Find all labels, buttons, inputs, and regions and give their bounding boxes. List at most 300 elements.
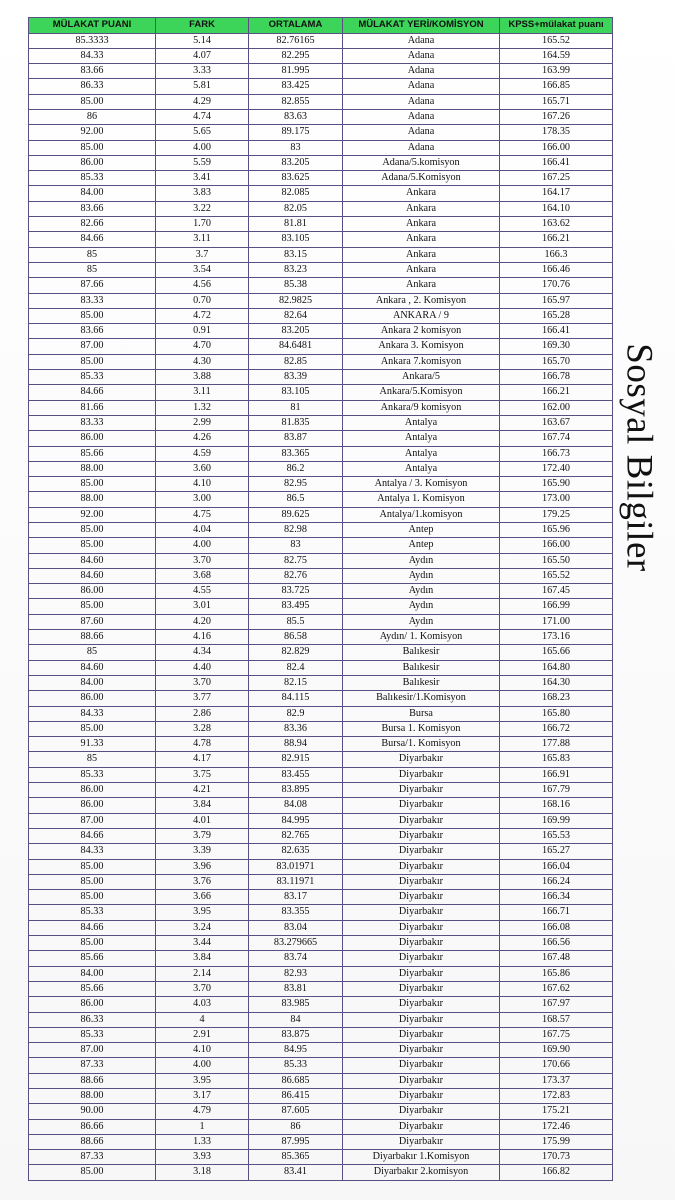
cell-fark: 3.17 — [156, 1088, 249, 1103]
cell-ortalama: 83.23 — [249, 262, 343, 277]
cell-kpss-mulakat-puani: 166.78 — [500, 370, 613, 385]
table-row — [29, 247, 613, 262]
cell-mulakat-puani: 85 — [29, 752, 156, 767]
cell-mulakat-yeri: Diyarbakır — [343, 997, 500, 1012]
cell-mulakat-yeri: Diyarbakır — [343, 752, 500, 767]
cell-kpss-mulakat-puani: 166.41 — [500, 155, 613, 170]
cell-fark: 4.21 — [156, 783, 249, 798]
cell-mulakat-puani: 85 — [29, 247, 156, 262]
cell-fark: 4.70 — [156, 339, 249, 354]
cell-ortalama: 82.829 — [249, 645, 343, 660]
cell-mulakat-yeri: Diyarbakır — [343, 920, 500, 935]
cell-mulakat-yeri: ANKARA / 9 — [343, 308, 500, 323]
cell-ortalama: 83.365 — [249, 446, 343, 461]
cell-mulakat-puani: 92.00 — [29, 125, 156, 140]
table-row — [29, 1027, 613, 1042]
cell-ortalama: 86.58 — [249, 630, 343, 645]
table-row — [29, 798, 613, 813]
cell-ortalama: 85.365 — [249, 1150, 343, 1165]
cell-kpss-mulakat-puani: 166.00 — [500, 140, 613, 155]
cell-fark: 3.66 — [156, 890, 249, 905]
cell-fark: 1.32 — [156, 400, 249, 415]
cell-mulakat-yeri: Ankara — [343, 201, 500, 216]
cell-fark: 4.10 — [156, 1043, 249, 1058]
cell-mulakat-puani: 87.00 — [29, 813, 156, 828]
cell-fark: 5.59 — [156, 155, 249, 170]
cell-ortalama: 83 — [249, 538, 343, 553]
cell-mulakat-puani: 86 — [29, 109, 156, 124]
cell-kpss-mulakat-puani: 165.66 — [500, 645, 613, 660]
cell-ortalama: 83.81 — [249, 981, 343, 996]
cell-kpss-mulakat-puani: 165.53 — [500, 828, 613, 843]
cell-mulakat-puani: 88.66 — [29, 1134, 156, 1149]
header-mulakat-puani: MÜLAKAT PUANI — [29, 18, 156, 34]
cell-fark: 3.01 — [156, 599, 249, 614]
cell-mulakat-puani: 87.00 — [29, 1043, 156, 1058]
table-row — [29, 767, 613, 782]
cell-mulakat-yeri: Diyarbakır — [343, 1134, 500, 1149]
table-row — [29, 936, 613, 951]
table-row — [29, 828, 613, 843]
cell-mulakat-yeri: Diyarbakır — [343, 1058, 500, 1073]
cell-kpss-mulakat-puani: 170.66 — [500, 1058, 613, 1073]
cell-ortalama: 82.85 — [249, 354, 343, 369]
cell-kpss-mulakat-puani: 166.56 — [500, 936, 613, 951]
cell-mulakat-puani: 83.33 — [29, 415, 156, 430]
cell-ortalama: 83.74 — [249, 951, 343, 966]
table-row — [29, 64, 613, 79]
cell-mulakat-yeri: Diyarbakır — [343, 828, 500, 843]
table-row — [29, 1058, 613, 1073]
table-row — [29, 446, 613, 461]
cell-mulakat-puani: 85.00 — [29, 859, 156, 874]
cell-mulakat-puani: 85.00 — [29, 477, 156, 492]
table-row — [29, 599, 613, 614]
cell-mulakat-yeri: Diyarbakır — [343, 1012, 500, 1027]
table-row — [29, 94, 613, 109]
cell-kpss-mulakat-puani: 163.67 — [500, 415, 613, 430]
cell-kpss-mulakat-puani: 166.99 — [500, 599, 613, 614]
cell-mulakat-yeri: Diyarbakır — [343, 874, 500, 889]
cell-kpss-mulakat-puani: 166.04 — [500, 859, 613, 874]
cell-mulakat-puani: 84.66 — [29, 232, 156, 247]
cell-kpss-mulakat-puani: 166.71 — [500, 905, 613, 920]
cell-ortalama: 85.5 — [249, 614, 343, 629]
cell-ortalama: 86.415 — [249, 1088, 343, 1103]
cell-mulakat-puani: 86.33 — [29, 1012, 156, 1027]
cell-mulakat-puani: 84.60 — [29, 553, 156, 568]
table-body — [29, 33, 613, 1180]
cell-fark: 3.95 — [156, 1073, 249, 1088]
table-row — [29, 997, 613, 1012]
cell-mulakat-puani: 86.00 — [29, 584, 156, 599]
cell-ortalama: 83.895 — [249, 783, 343, 798]
cell-mulakat-puani: 83.33 — [29, 293, 156, 308]
table-row — [29, 523, 613, 538]
cell-mulakat-yeri: Aydın — [343, 568, 500, 583]
cell-mulakat-yeri: Adana — [343, 140, 500, 155]
cell-fark: 0.70 — [156, 293, 249, 308]
cell-kpss-mulakat-puani: 163.99 — [500, 64, 613, 79]
cell-ortalama: 83.36 — [249, 721, 343, 736]
cell-fark: 4.00 — [156, 538, 249, 553]
cell-mulakat-puani: 85.00 — [29, 936, 156, 951]
cell-fark: 3.54 — [156, 262, 249, 277]
cell-mulakat-puani: 83.66 — [29, 201, 156, 216]
table-row — [29, 660, 613, 675]
table-row — [29, 706, 613, 721]
cell-ortalama: 83.87 — [249, 431, 343, 446]
cell-mulakat-yeri: Diyarbakır — [343, 813, 500, 828]
cell-ortalama: 86.685 — [249, 1073, 343, 1088]
cell-mulakat-yeri: Antalya/1.komisyon — [343, 507, 500, 522]
cell-mulakat-puani: 85.66 — [29, 446, 156, 461]
cell-kpss-mulakat-puani: 166.08 — [500, 920, 613, 935]
cell-fark: 4.59 — [156, 446, 249, 461]
cell-mulakat-yeri: Balıkesir — [343, 660, 500, 675]
cell-ortalama: 84 — [249, 1012, 343, 1027]
cell-mulakat-puani: 85.33 — [29, 370, 156, 385]
cell-kpss-mulakat-puani: 165.90 — [500, 477, 613, 492]
cell-ortalama: 84.115 — [249, 691, 343, 706]
cell-mulakat-puani: 85.00 — [29, 94, 156, 109]
cell-mulakat-yeri: Adana — [343, 94, 500, 109]
cell-kpss-mulakat-puani: 172.83 — [500, 1088, 613, 1103]
table-row — [29, 1134, 613, 1149]
cell-ortalama: 83.01971 — [249, 859, 343, 874]
table-row — [29, 262, 613, 277]
cell-mulakat-yeri: Antep — [343, 523, 500, 538]
cell-mulakat-puani: 88.66 — [29, 630, 156, 645]
cell-mulakat-yeri: Diyarbakır — [343, 905, 500, 920]
table-row — [29, 859, 613, 874]
table-row — [29, 232, 613, 247]
table-row — [29, 293, 613, 308]
cell-mulakat-yeri: Aydın — [343, 553, 500, 568]
cell-kpss-mulakat-puani: 164.17 — [500, 186, 613, 201]
cell-ortalama: 83.63 — [249, 109, 343, 124]
cell-ortalama: 83.625 — [249, 171, 343, 186]
cell-fark: 4.56 — [156, 278, 249, 293]
cell-mulakat-yeri: Ankara 7.komisyon — [343, 354, 500, 369]
cell-fark: 3.7 — [156, 247, 249, 262]
cell-mulakat-yeri: Ankara/5.Komisyon — [343, 385, 500, 400]
cell-mulakat-yeri: Antalya — [343, 431, 500, 446]
cell-fark: 4.00 — [156, 1058, 249, 1073]
cell-fark: 4.34 — [156, 645, 249, 660]
cell-mulakat-yeri: Adana — [343, 125, 500, 140]
cell-mulakat-yeri: Diyarbakır — [343, 859, 500, 874]
table-row — [29, 171, 613, 186]
table-row — [29, 354, 613, 369]
cell-mulakat-puani: 82.66 — [29, 217, 156, 232]
cell-kpss-mulakat-puani: 166.41 — [500, 324, 613, 339]
cell-mulakat-puani: 85.00 — [29, 721, 156, 736]
cell-fark: 3.76 — [156, 874, 249, 889]
cell-kpss-mulakat-puani: 166.21 — [500, 232, 613, 247]
cell-ortalama: 83.875 — [249, 1027, 343, 1042]
cell-ortalama: 83.725 — [249, 584, 343, 599]
cell-mulakat-yeri: Diyarbakır — [343, 798, 500, 813]
table-row — [29, 905, 613, 920]
cell-kpss-mulakat-puani: 162.00 — [500, 400, 613, 415]
table-row — [29, 890, 613, 905]
table-row — [29, 1088, 613, 1103]
cell-ortalama: 82.915 — [249, 752, 343, 767]
cell-mulakat-yeri: Diyarbakır — [343, 936, 500, 951]
cell-kpss-mulakat-puani: 175.99 — [500, 1134, 613, 1149]
cell-kpss-mulakat-puani: 164.59 — [500, 48, 613, 63]
table-row — [29, 645, 613, 660]
cell-fark: 4.72 — [156, 308, 249, 323]
cell-kpss-mulakat-puani: 165.70 — [500, 354, 613, 369]
cell-kpss-mulakat-puani: 167.45 — [500, 584, 613, 599]
cell-mulakat-yeri: Diyarbakır 1.Komisyon — [343, 1150, 500, 1165]
cell-fark: 1.33 — [156, 1134, 249, 1149]
cell-mulakat-yeri: Adana — [343, 48, 500, 63]
cell-kpss-mulakat-puani: 166.73 — [500, 446, 613, 461]
cell-fark: 4.29 — [156, 94, 249, 109]
cell-kpss-mulakat-puani: 165.71 — [500, 94, 613, 109]
cell-fark: 0.91 — [156, 324, 249, 339]
cell-mulakat-yeri: Antalya — [343, 461, 500, 476]
cell-mulakat-puani: 90.00 — [29, 1104, 156, 1119]
cell-fark: 3.93 — [156, 1150, 249, 1165]
cell-mulakat-yeri: Ankara , 2. Komisyon — [343, 293, 500, 308]
cell-fark: 4.74 — [156, 109, 249, 124]
cell-kpss-mulakat-puani: 166.24 — [500, 874, 613, 889]
cell-mulakat-puani: 85.00 — [29, 140, 156, 155]
cell-mulakat-yeri: Ankara/9 komisyon — [343, 400, 500, 415]
cell-mulakat-puani: 91.33 — [29, 737, 156, 752]
cell-ortalama: 83.985 — [249, 997, 343, 1012]
cell-mulakat-yeri: Ankara — [343, 217, 500, 232]
cell-kpss-mulakat-puani: 166.46 — [500, 262, 613, 277]
cell-mulakat-yeri: Ankara 3. Komisyon — [343, 339, 500, 354]
cell-ortalama: 85.33 — [249, 1058, 343, 1073]
cell-mulakat-puani: 84.66 — [29, 385, 156, 400]
cell-fark: 3.70 — [156, 553, 249, 568]
cell-fark: 3.00 — [156, 492, 249, 507]
cell-mulakat-yeri: Antep — [343, 538, 500, 553]
cell-fark: 3.84 — [156, 951, 249, 966]
side-title — [600, 320, 675, 595]
cell-kpss-mulakat-puani: 167.48 — [500, 951, 613, 966]
cell-mulakat-puani: 84.33 — [29, 48, 156, 63]
table-row — [29, 201, 613, 216]
cell-mulakat-puani: 86.00 — [29, 783, 156, 798]
cell-ortalama: 88.94 — [249, 737, 343, 752]
cell-mulakat-puani: 86.33 — [29, 79, 156, 94]
cell-mulakat-yeri: Ankara — [343, 247, 500, 262]
cell-mulakat-yeri: Diyarbakır — [343, 1104, 500, 1119]
cell-fark: 4.00 — [156, 140, 249, 155]
cell-ortalama: 82.085 — [249, 186, 343, 201]
cell-ortalama: 82.05 — [249, 201, 343, 216]
table-row — [29, 675, 613, 690]
cell-mulakat-yeri: Adana — [343, 79, 500, 94]
cell-ortalama: 83.11971 — [249, 874, 343, 889]
cell-fark: 4.01 — [156, 813, 249, 828]
cell-fark: 2.91 — [156, 1027, 249, 1042]
cell-mulakat-yeri: Antalya / 3. Komisyon — [343, 477, 500, 492]
cell-kpss-mulakat-puani: 165.80 — [500, 706, 613, 721]
cell-kpss-mulakat-puani: 167.75 — [500, 1027, 613, 1042]
table-row — [29, 1043, 613, 1058]
cell-mulakat-puani: 85.00 — [29, 523, 156, 538]
cell-mulakat-yeri: Ankara 2 komisyon — [343, 324, 500, 339]
table-row — [29, 415, 613, 430]
cell-mulakat-puani: 83.66 — [29, 64, 156, 79]
cell-fark: 4.16 — [156, 630, 249, 645]
cell-fark: 4 — [156, 1012, 249, 1027]
cell-ortalama: 86.2 — [249, 461, 343, 476]
table-row — [29, 874, 613, 889]
cell-fark: 3.79 — [156, 828, 249, 843]
cell-fark: 3.60 — [156, 461, 249, 476]
table-row — [29, 553, 613, 568]
cell-mulakat-puani: 87.60 — [29, 614, 156, 629]
cell-mulakat-puani: 85.33 — [29, 1027, 156, 1042]
cell-ortalama: 83.15 — [249, 247, 343, 262]
cell-kpss-mulakat-puani: 167.97 — [500, 997, 613, 1012]
cell-fark: 4.04 — [156, 523, 249, 538]
cell-ortalama: 84.08 — [249, 798, 343, 813]
cell-mulakat-yeri: Adana — [343, 64, 500, 79]
table-row — [29, 966, 613, 981]
cell-fark: 3.70 — [156, 675, 249, 690]
cell-kpss-mulakat-puani: 166.3 — [500, 247, 613, 262]
cell-ortalama: 82.295 — [249, 48, 343, 63]
table-row — [29, 48, 613, 63]
cell-fark: 4.17 — [156, 752, 249, 767]
table-row — [29, 385, 613, 400]
cell-kpss-mulakat-puani: 166.91 — [500, 767, 613, 782]
cell-fark: 3.44 — [156, 936, 249, 951]
cell-kpss-mulakat-puani: 165.83 — [500, 752, 613, 767]
header-kpss-mulakat-puani: KPSS+mülakat puanı — [500, 18, 613, 34]
table-row — [29, 125, 613, 140]
table-row — [29, 538, 613, 553]
cell-mulakat-puani: 84.33 — [29, 844, 156, 859]
cell-mulakat-yeri: Bursa — [343, 706, 500, 721]
cell-mulakat-yeri: Antalya — [343, 446, 500, 461]
cell-mulakat-yeri: Diyarbakır — [343, 783, 500, 798]
cell-mulakat-puani: 84.60 — [29, 568, 156, 583]
cell-fark: 4.30 — [156, 354, 249, 369]
cell-kpss-mulakat-puani: 165.50 — [500, 553, 613, 568]
cell-ortalama: 82.93 — [249, 966, 343, 981]
cell-ortalama: 82.855 — [249, 94, 343, 109]
cell-fark: 4.03 — [156, 997, 249, 1012]
interview-scores-table — [28, 17, 613, 1181]
cell-mulakat-puani: 85.00 — [29, 354, 156, 369]
cell-kpss-mulakat-puani: 173.16 — [500, 630, 613, 645]
table-row — [29, 783, 613, 798]
cell-kpss-mulakat-puani: 173.00 — [500, 492, 613, 507]
table-row — [29, 737, 613, 752]
cell-mulakat-puani: 85.66 — [29, 951, 156, 966]
cell-ortalama: 86.5 — [249, 492, 343, 507]
cell-kpss-mulakat-puani: 165.97 — [500, 293, 613, 308]
cell-mulakat-yeri: Aydın — [343, 599, 500, 614]
table-row — [29, 752, 613, 767]
cell-fark: 3.28 — [156, 721, 249, 736]
cell-mulakat-puani: 85 — [29, 645, 156, 660]
cell-ortalama: 81 — [249, 400, 343, 415]
cell-ortalama: 83.495 — [249, 599, 343, 614]
cell-ortalama: 83.205 — [249, 324, 343, 339]
cell-mulakat-puani: 88.00 — [29, 1088, 156, 1103]
cell-ortalama: 82.15 — [249, 675, 343, 690]
cell-kpss-mulakat-puani: 164.30 — [500, 675, 613, 690]
cell-mulakat-puani: 86.66 — [29, 1119, 156, 1134]
cell-kpss-mulakat-puani: 168.23 — [500, 691, 613, 706]
header-ortalama: ORTALAMA — [249, 18, 343, 34]
cell-fark: 4.10 — [156, 477, 249, 492]
cell-fark: 3.33 — [156, 64, 249, 79]
cell-mulakat-puani: 88.00 — [29, 492, 156, 507]
cell-mulakat-puani: 92.00 — [29, 507, 156, 522]
cell-fark: 4.75 — [156, 507, 249, 522]
cell-mulakat-yeri: Diyarbakır — [343, 951, 500, 966]
cell-mulakat-puani: 85.33 — [29, 905, 156, 920]
cell-fark: 3.95 — [156, 905, 249, 920]
table-row — [29, 339, 613, 354]
cell-mulakat-puani: 84.33 — [29, 706, 156, 721]
cell-mulakat-yeri: Ankara — [343, 186, 500, 201]
cell-mulakat-puani: 87.33 — [29, 1150, 156, 1165]
table-row — [29, 630, 613, 645]
cell-mulakat-yeri: Antalya 1. Komisyon — [343, 492, 500, 507]
cell-kpss-mulakat-puani: 165.52 — [500, 33, 613, 48]
cell-mulakat-yeri: Ankara — [343, 232, 500, 247]
cell-kpss-mulakat-puani: 169.90 — [500, 1043, 613, 1058]
cell-kpss-mulakat-puani: 169.99 — [500, 813, 613, 828]
cell-ortalama: 83.41 — [249, 1165, 343, 1180]
table-row — [29, 981, 613, 996]
header-mulakat-yeri: MÜLAKAT YERİ/KOMİSYON — [343, 18, 500, 34]
cell-mulakat-yeri: Bursa 1. Komisyon — [343, 721, 500, 736]
cell-ortalama: 83.39 — [249, 370, 343, 385]
table-row — [29, 691, 613, 706]
cell-ortalama: 81.81 — [249, 217, 343, 232]
cell-ortalama: 82.635 — [249, 844, 343, 859]
cell-kpss-mulakat-puani: 177.88 — [500, 737, 613, 752]
cell-kpss-mulakat-puani: 178.35 — [500, 125, 613, 140]
cell-fark: 5.81 — [156, 79, 249, 94]
cell-ortalama: 89.175 — [249, 125, 343, 140]
table-row — [29, 186, 613, 201]
cell-fark: 4.79 — [156, 1104, 249, 1119]
cell-mulakat-puani: 85.00 — [29, 599, 156, 614]
cell-kpss-mulakat-puani: 166.21 — [500, 385, 613, 400]
cell-mulakat-yeri: Adana — [343, 109, 500, 124]
cell-fark: 3.11 — [156, 385, 249, 400]
table-row — [29, 844, 613, 859]
cell-mulakat-yeri: Aydın — [343, 584, 500, 599]
cell-mulakat-yeri: Balıkesir — [343, 645, 500, 660]
cell-mulakat-puani: 85.3333 — [29, 33, 156, 48]
cell-mulakat-yeri: Diyarbakır — [343, 844, 500, 859]
cell-mulakat-yeri: Ankara/5 — [343, 370, 500, 385]
table-row — [29, 461, 613, 476]
cell-mulakat-yeri: Diyarbakır — [343, 1027, 500, 1042]
table-row — [29, 79, 613, 94]
cell-ortalama: 83 — [249, 140, 343, 155]
cell-ortalama: 86 — [249, 1119, 343, 1134]
cell-ortalama: 83.205 — [249, 155, 343, 170]
